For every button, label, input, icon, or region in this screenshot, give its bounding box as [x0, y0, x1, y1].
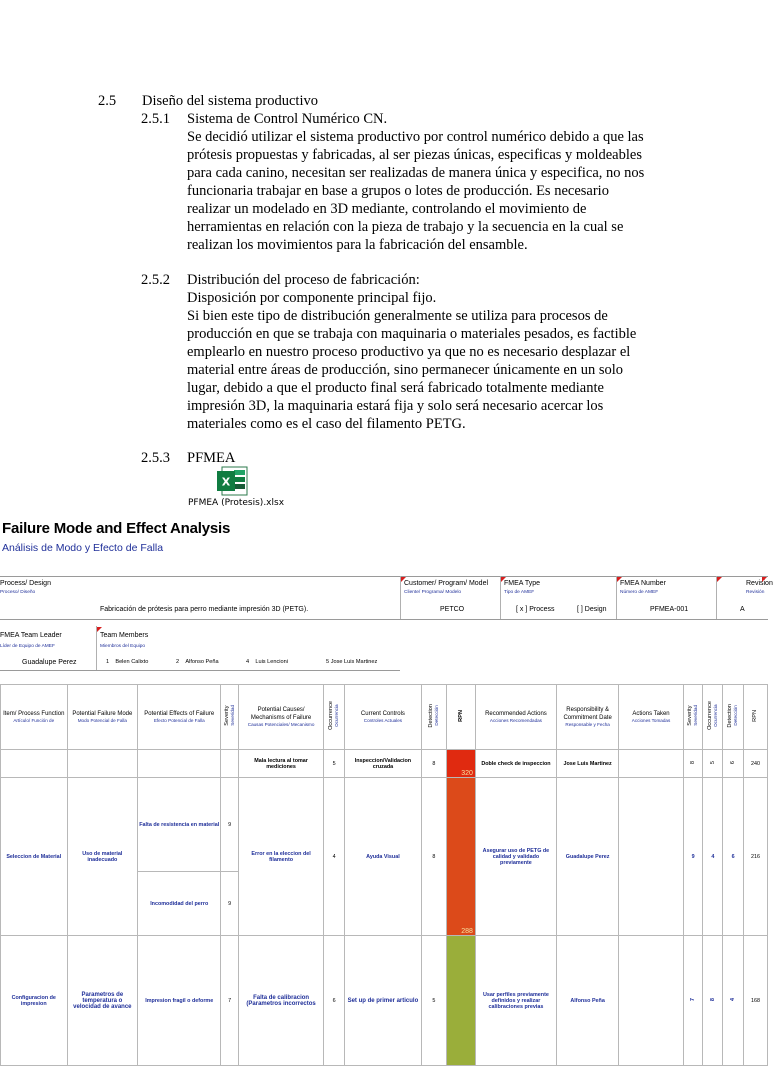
- paragraph-line: realizan los movimientos para la fabricación del ensamble.: [187, 237, 528, 253]
- table-row: [1, 778, 768, 872]
- fmea-number-sub: Número de AMEF: [620, 590, 659, 595]
- cell-detection-2: 6: [723, 750, 744, 778]
- cell-rpn: [446, 936, 475, 1066]
- paragraph-line: emplearlo en nuestro proceso productivo ya que no es necesario desplazar el: [187, 344, 631, 360]
- col-occurrence: Occurrence Ocurrencia: [324, 685, 345, 750]
- col-causes: Potential Causes/ Mechanisms of Failure Causas Potenciales/ Mecanismo: [238, 685, 323, 750]
- cell-detection-2: 6: [723, 778, 744, 936]
- paragraph-line: prótesis propuestas y fabricadas, al ser piezas únicas, especificas y moldeables: [187, 147, 642, 163]
- subsection-title: PFMEA: [187, 450, 236, 466]
- fmea-type-sub: Tipo de AMEF: [504, 590, 535, 595]
- cell-rpn: 320: [446, 750, 475, 778]
- paragraph-line: impresión 3D, la maquinaria estará fija y solo será necesario acercar los: [187, 398, 604, 414]
- team-members-label: Team Members: [100, 632, 149, 639]
- cell-occurrence: 6: [324, 936, 345, 1066]
- col-severity-2: Severity Severidad: [683, 685, 703, 750]
- cell-severity: 9: [221, 872, 239, 936]
- fmea-number-value: PFMEA-001: [650, 606, 689, 613]
- subsection-number: 2.5.1: [141, 111, 170, 127]
- col-item: Item/ Process Function Artículo/ Función de: [1, 685, 68, 750]
- team-member-1: 1 Belen Calixto: [106, 659, 149, 665]
- cell-rpn-2: 168: [743, 936, 767, 1066]
- table-row: [1, 936, 768, 1066]
- cell-control: Set up de primer articulo: [344, 936, 421, 1066]
- paragraph-line: para cada canino, necesitan ser realizadas de manera única y especifica, no nos: [187, 165, 645, 181]
- col-responsibility: Responsibility & Commitment Date Responsable y Fecha: [556, 685, 618, 750]
- cell-cause: Mala lectura al tomar mediciones: [238, 750, 323, 778]
- col-failure-mode: Potential Failure Mode Modo Potencial de Falla: [67, 685, 138, 750]
- cell-occurrence: 4: [324, 778, 345, 936]
- team-leader-sub: Líder de Equipo de AMEF: [0, 644, 55, 649]
- table-header-row: [1, 685, 768, 750]
- cell-detection-2: 4: [723, 936, 744, 1066]
- paragraph-line: Se decidió utilizar el sistema productivo por control numérico debido a que las: [187, 129, 644, 145]
- process-label: Process/ Design: [0, 580, 51, 587]
- team-leader-value: Guadalupe Perez: [22, 659, 77, 666]
- paragraph-line: funcionaria trabajar en base a grupos o lotes de producción. Es necesario: [187, 183, 609, 199]
- fmea-subtitle: Análisis de Modo y Efecto de Falla: [2, 542, 164, 554]
- cell-severity: 7: [221, 936, 239, 1066]
- col-rpn: RPN: [446, 685, 475, 750]
- col-rpn-2: RPN: [743, 685, 767, 750]
- subsection-number: 2.5.3: [141, 450, 170, 466]
- cell-control: Inspeccion/Validacion cruzada: [344, 750, 421, 778]
- cell-responsibility: Jose Luis Martinez: [556, 750, 618, 778]
- customer-label: Customer/ Program/ Model: [404, 580, 489, 587]
- cell-detection: 5: [421, 936, 446, 1066]
- paragraph-line: material entre áreas de producción, sino permanecer únicamente en un solo: [187, 362, 624, 378]
- fmea-number-label: FMEA Number: [620, 580, 666, 587]
- cell-effect: Incomodidad del perro: [138, 872, 221, 936]
- cell-item: Seleccion de Material: [1, 778, 68, 936]
- cell-cause: Error en la eleccion del filamento: [238, 778, 323, 936]
- col-detection: Detection Detección: [421, 685, 446, 750]
- subsection-title: Sistema de Control Numérico CN.: [187, 111, 388, 127]
- fmea-sheet: [0, 518, 773, 1024]
- fmea-type-label: FMEA Type: [504, 580, 541, 587]
- attachment-filename[interactable]: PFMEA (Protesis).xlsx: [188, 498, 285, 508]
- cell-responsibility: Alfonso Peña: [556, 936, 618, 1066]
- cell-occurrence-2: 5: [703, 750, 723, 778]
- revision-value: A: [740, 606, 745, 613]
- cell-severity-2: 7: [683, 936, 703, 1066]
- cell-item: Configuracion de impresion: [1, 936, 68, 1066]
- cell-control: Ayuda Visual: [344, 778, 421, 936]
- fmea-type-design: [ ] Design: [577, 606, 607, 613]
- cell-effect: Impresion fragil o deforme: [138, 936, 221, 1066]
- team-leader-label: FMEA Team Leader: [0, 632, 62, 639]
- fmea-type-process: [ x ] Process: [516, 606, 555, 613]
- col-severity: Severity Severidad: [221, 685, 239, 750]
- customer-sub: Cliente/ Programa/ Modelo: [404, 590, 462, 595]
- subsection-title: Distribución del proceso de fabricación:: [187, 272, 420, 288]
- table-row: [1, 750, 768, 778]
- fmea-title: Failure Mode and Effect Analysis: [2, 520, 231, 537]
- cell-action: Usar perfiles previamente definidos y realizar calibraciones previas: [475, 936, 556, 1066]
- team-member-2: 2 Alfonso Peña: [176, 659, 219, 665]
- excel-file-icon[interactable]: [216, 466, 248, 496]
- revision-sub: Revisión: [746, 590, 765, 595]
- cell-action: Asegurar uso de PETG de calidad y validado previamente: [475, 778, 556, 936]
- paragraph-cn: [187, 128, 665, 254]
- cell-rpn: 288: [446, 778, 475, 936]
- cell-severity-2: 9: [683, 778, 703, 936]
- cell-occurrence: 5: [324, 750, 345, 778]
- team-member-5: 5 Jose Luis Martinez: [326, 659, 378, 665]
- customer-value: PETCO: [440, 606, 465, 613]
- cell-responsibility: Guadalupe Perez: [556, 778, 618, 936]
- cell-detection: 8: [421, 750, 446, 778]
- paragraph-line: herramientas en relación con la pieza de trabajo y la secuencia en la cual se: [187, 219, 624, 235]
- subsection-subtitle: Disposición por componente principal fijo.: [187, 290, 437, 306]
- col-effects: Potential Effects of Failure Efecto Potencial de Falla: [138, 685, 221, 750]
- cell-severity: 9: [221, 778, 239, 872]
- col-detection-2: Detection Detección: [723, 685, 744, 750]
- team-members-sub: Miembros del Equipo: [100, 644, 146, 649]
- col-actions-taken: Actions Taken Acciones Tomadas: [619, 685, 683, 750]
- paragraph-line: realizar un modelado en 3D mediante, controlando el movimiento de: [187, 201, 587, 217]
- col-occurrence-2: Occurrence Ocurrencia: [703, 685, 723, 750]
- paragraph-distribution: [187, 307, 665, 433]
- process-sub: Proceso/ Diseño: [0, 590, 36, 595]
- cell-effect: Falta de resistencia en material: [138, 778, 221, 872]
- cell-detection: 8: [421, 778, 446, 936]
- paragraph-line: materiales como es el caso del filamento PETG.: [187, 416, 466, 432]
- fmea-table: [0, 684, 768, 1066]
- cell-failure-mode: Parametros de temperatura o velocidad de avance: [67, 936, 138, 1066]
- col-recommended-actions: Recommended Actions Acciones Recomendadas: [475, 685, 556, 750]
- revision-label: Revision: [746, 580, 773, 587]
- paragraph-line: producción en que se trabaja con maquinaria o materiales pesados, es factible: [187, 326, 637, 342]
- cell-rpn-2: 216: [743, 778, 767, 936]
- col-controls: Current Controls Controles Actuales: [344, 685, 421, 750]
- paragraph-line: lugar, debido a que el producto final será fabricado totalmente mediante: [187, 380, 604, 396]
- cell-failure-mode: Uso de material inadecuado: [67, 778, 138, 936]
- section-number: 2.5: [98, 93, 117, 109]
- svg-text:X: X: [221, 475, 231, 489]
- subsection-number: 2.5.2: [141, 272, 170, 288]
- cell-severity-2: 8: [683, 750, 703, 778]
- cell-occurrence-2: 4: [703, 778, 723, 936]
- cell-rpn-2: 240: [743, 750, 767, 778]
- team-member-4: 4 Luis Lencioni: [246, 659, 288, 665]
- cell-occurrence-2: 8: [703, 936, 723, 1066]
- section-title: Diseño del sistema productivo: [142, 93, 318, 109]
- cell-action: Doble check de inspeccion: [475, 750, 556, 778]
- paragraph-line: Si bien este tipo de distribución generalmente se utiliza para procesos de: [187, 308, 608, 324]
- process-value: Fabricación de prótesis para perro mediante impresión 3D (PETG).: [100, 606, 309, 613]
- cell-cause: Falta de calibracion (Parametros incorrectos: [238, 936, 323, 1066]
